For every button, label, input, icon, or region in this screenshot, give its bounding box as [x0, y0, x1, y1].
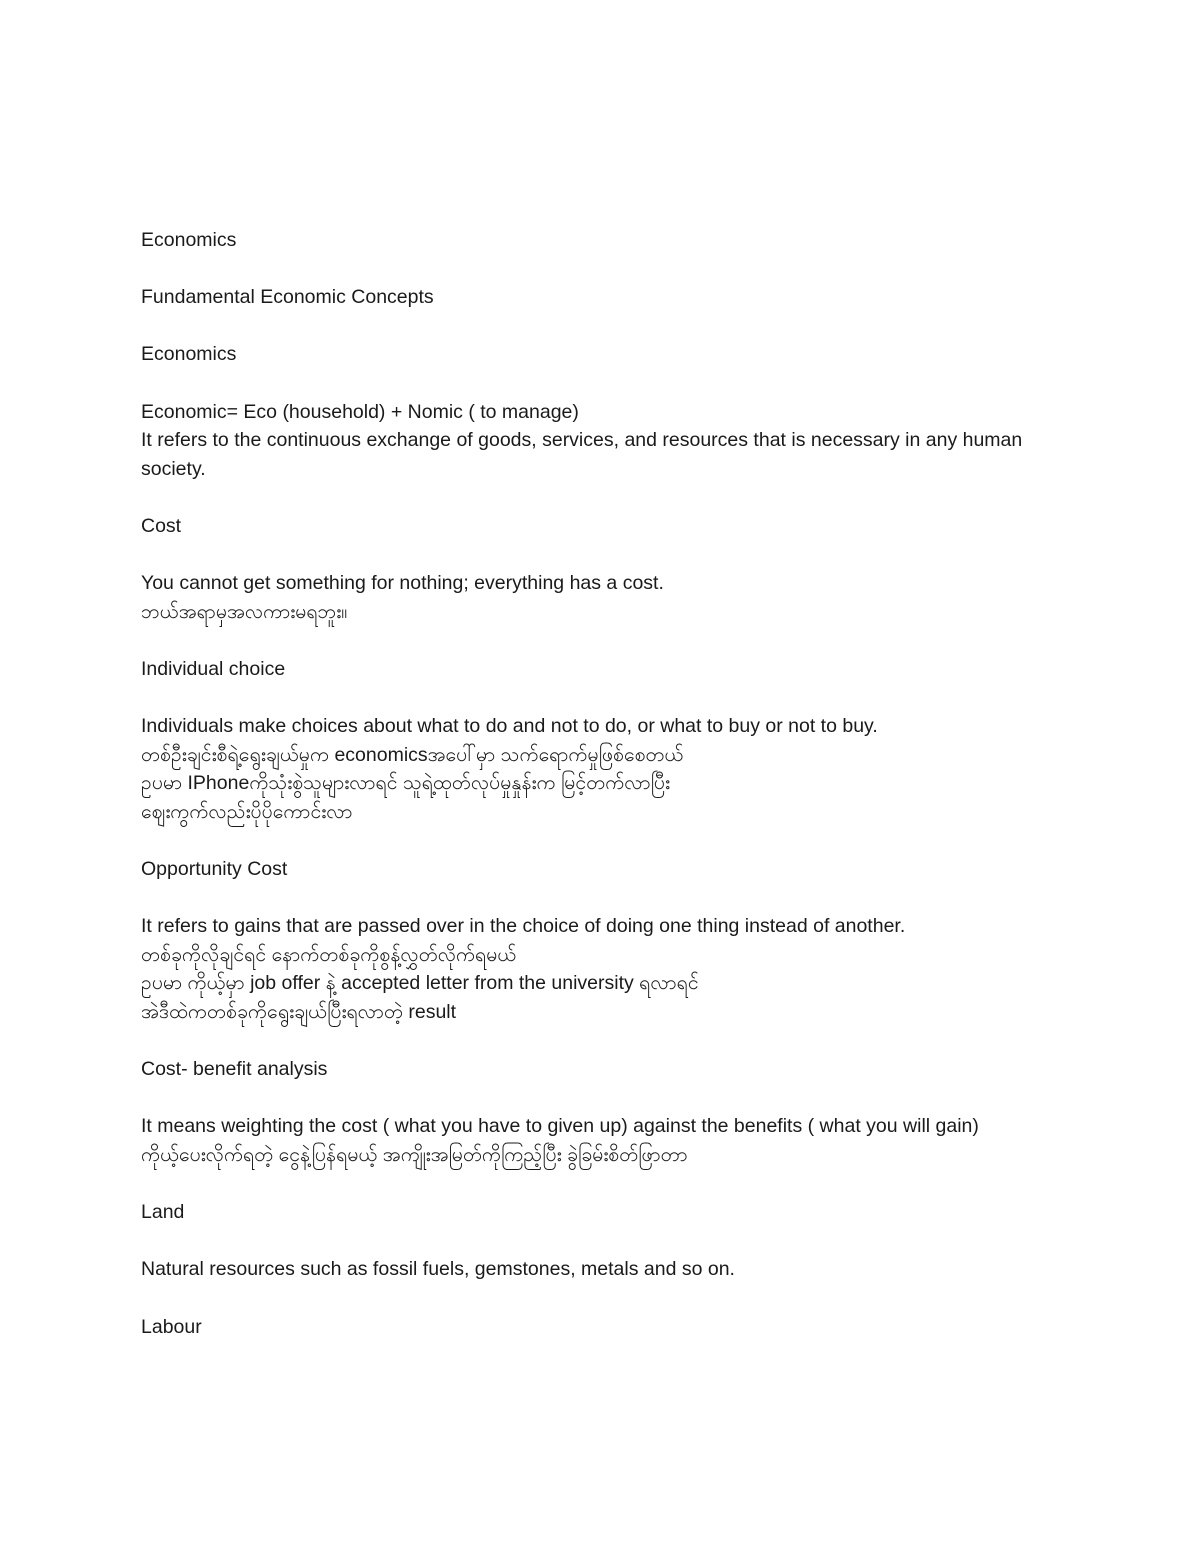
- section-heading-economics: Economics: [141, 343, 237, 366]
- opportunity-cost-myanmar-3: အဲဒီထဲကတစ်ခုကိုရွေးချယ်ပြီးရလာတဲ့ result: [141, 1001, 457, 1024]
- spacer: [141, 369, 1061, 398]
- opportunity-cost-myanmar-1: တစ်ခုကိုလိုချင်ရင် နောက်တစ်ခုကိုစွန့်လွှတ်လိုက်ရမယ်: [141, 943, 517, 966]
- labour-heading: Labour: [141, 1315, 202, 1338]
- spacer: [141, 483, 1061, 512]
- document-body: [141, 226, 1061, 1341]
- individual-choice-heading: Individual choice: [141, 657, 286, 680]
- document-subtitle: Fundamental Economic Concepts: [141, 286, 434, 309]
- spacer: [141, 1170, 1061, 1199]
- spacer: [141, 541, 1061, 570]
- spacer: [141, 626, 1061, 655]
- spacer: [141, 1284, 1061, 1313]
- spacer: [141, 312, 1061, 341]
- opportunity-cost-heading: Opportunity Cost: [141, 858, 288, 881]
- cost-benefit-heading: Cost- benefit analysis: [141, 1058, 328, 1081]
- spacer: [141, 255, 1061, 284]
- economic-definition-text: It refers to the continuous exchange of goods, services, and resources that is necessary in any human society.: [141, 429, 1023, 480]
- spacer: [141, 1084, 1061, 1113]
- cost-benefit-text: It means weighting the cost ( what you have to given up) against the benefits ( what you will gain): [141, 1115, 979, 1138]
- individual-choice-text: Individuals make choices about what to do and not to do, or what to buy or not to buy.: [141, 715, 878, 738]
- individual-choice-myanmar-2: ဥပမာ IPhoneကိုသုံးစွဲသူများလာရင် သူရဲ့ထုတ်လုပ်မှုနှုန်းက မြင့်တက်လာပြီး: [141, 772, 670, 795]
- economic-definition-formula: Economic= Eco (household) + Nomic ( to manage): [141, 400, 579, 423]
- individual-choice-myanmar-1: တစ်ဦးချင်းစီရဲ့ရွေးချယ်မှုက economicsအပေါ်မှာ သက်ရောက်မှုဖြစ်စေတယ်: [141, 743, 684, 766]
- spacer: [141, 1227, 1061, 1256]
- spacer: [141, 884, 1061, 913]
- opportunity-cost-myanmar-2: ဥပမာ ကိုယ့်မှာ job offer နဲ့ accepted letter from the university ရလာရင်: [141, 972, 699, 995]
- opportunity-cost-text: It refers to gains that are passed over in the choice of doing one thing instead of another.: [141, 915, 906, 938]
- spacer: [141, 826, 1061, 855]
- land-heading: Land: [141, 1201, 185, 1224]
- land-text: Natural resources such as fossil fuels, gemstones, metals and so on.: [141, 1258, 735, 1281]
- cost-text: You cannot get something for nothing; everything has a cost.: [141, 572, 664, 595]
- document-title: Economics: [141, 229, 237, 251]
- cost-myanmar: ဘယ်အရာမှအလကားမရဘူး။: [141, 600, 348, 623]
- spacer: [141, 1027, 1061, 1056]
- cost-benefit-myanmar: ကိုယ့်ပေးလိုက်ရတဲ့ ငွေနဲ့ပြန်ရမယ့် အကျိုးအမြတ်ကိုကြည့်ပြီး ခွဲခြမ်းစိတ်ဖြာတာ: [141, 1144, 688, 1166]
- spacer: [141, 684, 1061, 713]
- cost-heading: Cost: [141, 514, 182, 537]
- individual-choice-myanmar-3: ဈေးကွက်လည်းပိုပိုကောင်းလာ: [141, 800, 353, 823]
